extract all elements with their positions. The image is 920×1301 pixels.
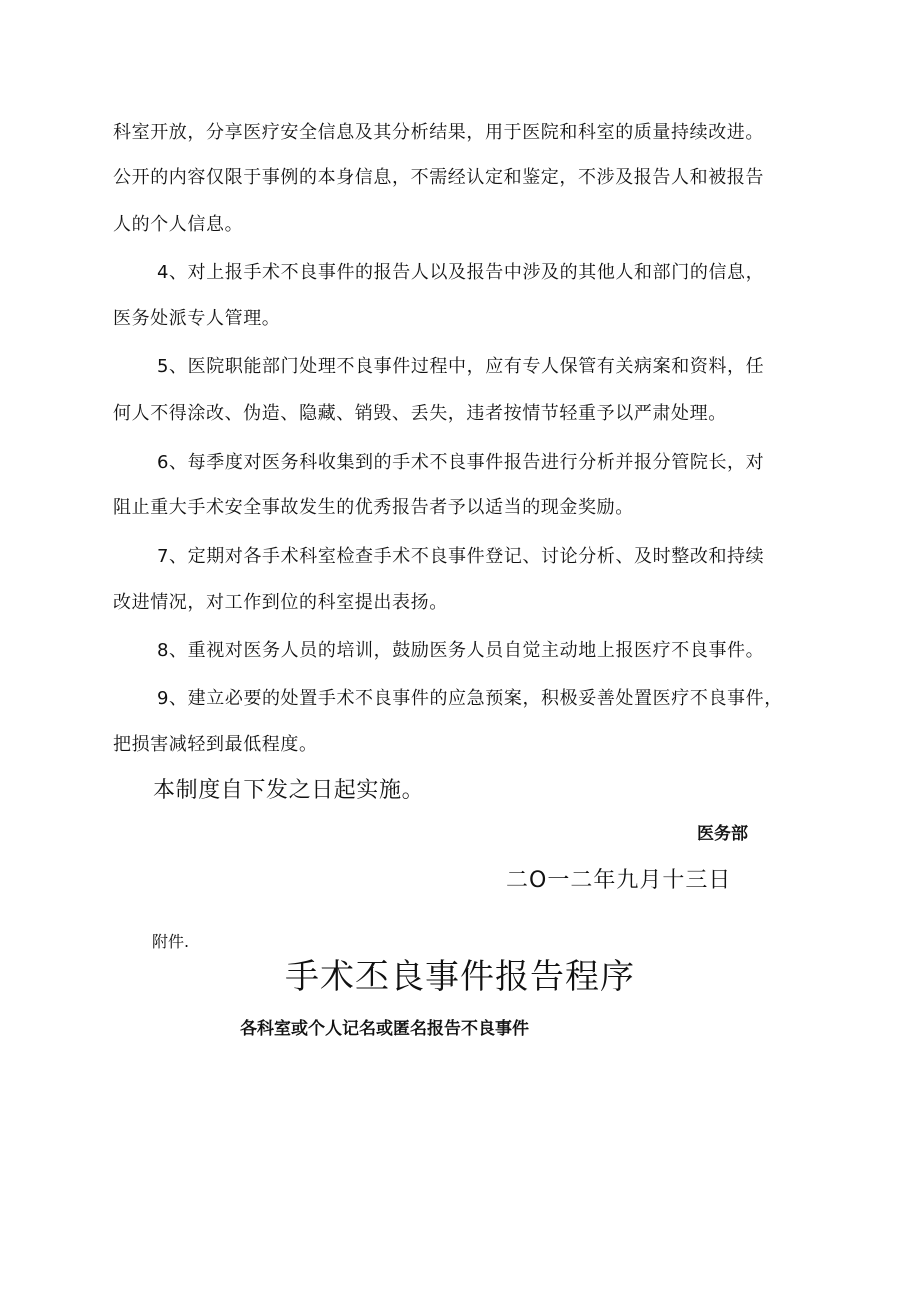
paragraph-line: 人的个人信息。 xyxy=(113,214,244,235)
rule-9-line-1: 9、建立必要的处置手术不良事件的应急预案，积极妥善处置医疗不良事件， xyxy=(157,688,783,709)
procedure-subtitle: 各科室或个人记名或匿名报告不良事件 xyxy=(240,1019,529,1039)
rule-7-line-1: 7、定期对各手术科室检查手术不良事件登记、讨论分析、及时整改和持续 xyxy=(157,546,765,567)
rule-5-line-1: 5、医院职能部门处理不良事件过程中，应有专人保管有关病案和资料，任 xyxy=(157,356,765,377)
rule-4-line-2: 医务处派专人管理。 xyxy=(113,308,281,329)
rule-6-line-2: 阻止重大手术安全事故发生的优秀报告者予以适当的现金奖励。 xyxy=(113,497,634,518)
rule-5-line-2: 何人不得涂改、伪造、隐藏、销毁、丢失，违者按情节轻重予以严肃处理。 xyxy=(113,403,727,424)
paragraph-line: 公开的内容仅限于事例的本身信息，不需经认定和鉴定，不涉及报告人和被报告 xyxy=(113,167,764,188)
rule-8-line-1: 8、重视对医务人员的培训，鼓励医务人员自觉主动地上报医疗不良事件。 xyxy=(157,640,765,661)
rule-4-line-1: 4、对上报手术不良事件的报告人以及报告中涉及的其他人和部门的信息， xyxy=(157,262,765,283)
signature-date: 二O一二年九月十三日 xyxy=(506,868,732,893)
paragraph-line: 科室开放，分享医疗安全信息及其分析结果，用于医院和科室的质量持续改进。 xyxy=(113,122,764,143)
attachment-label: 附件. xyxy=(152,932,190,951)
rule-6-line-1: 6、每季度对医务科收集到的手术不良事件报告进行分析并报分管院长，对 xyxy=(157,452,765,473)
effective-statement: 本制度自下发之日起实施。 xyxy=(153,778,425,803)
signature-department: 医务部 xyxy=(697,824,748,844)
rule-9-line-2: 把损害减轻到最低程度。 xyxy=(113,734,318,755)
rule-7-line-2: 改进情况，对工作到位的科室提出表扬。 xyxy=(113,592,448,613)
procedure-title: 手术丕良事件报告程序 xyxy=(285,957,635,997)
